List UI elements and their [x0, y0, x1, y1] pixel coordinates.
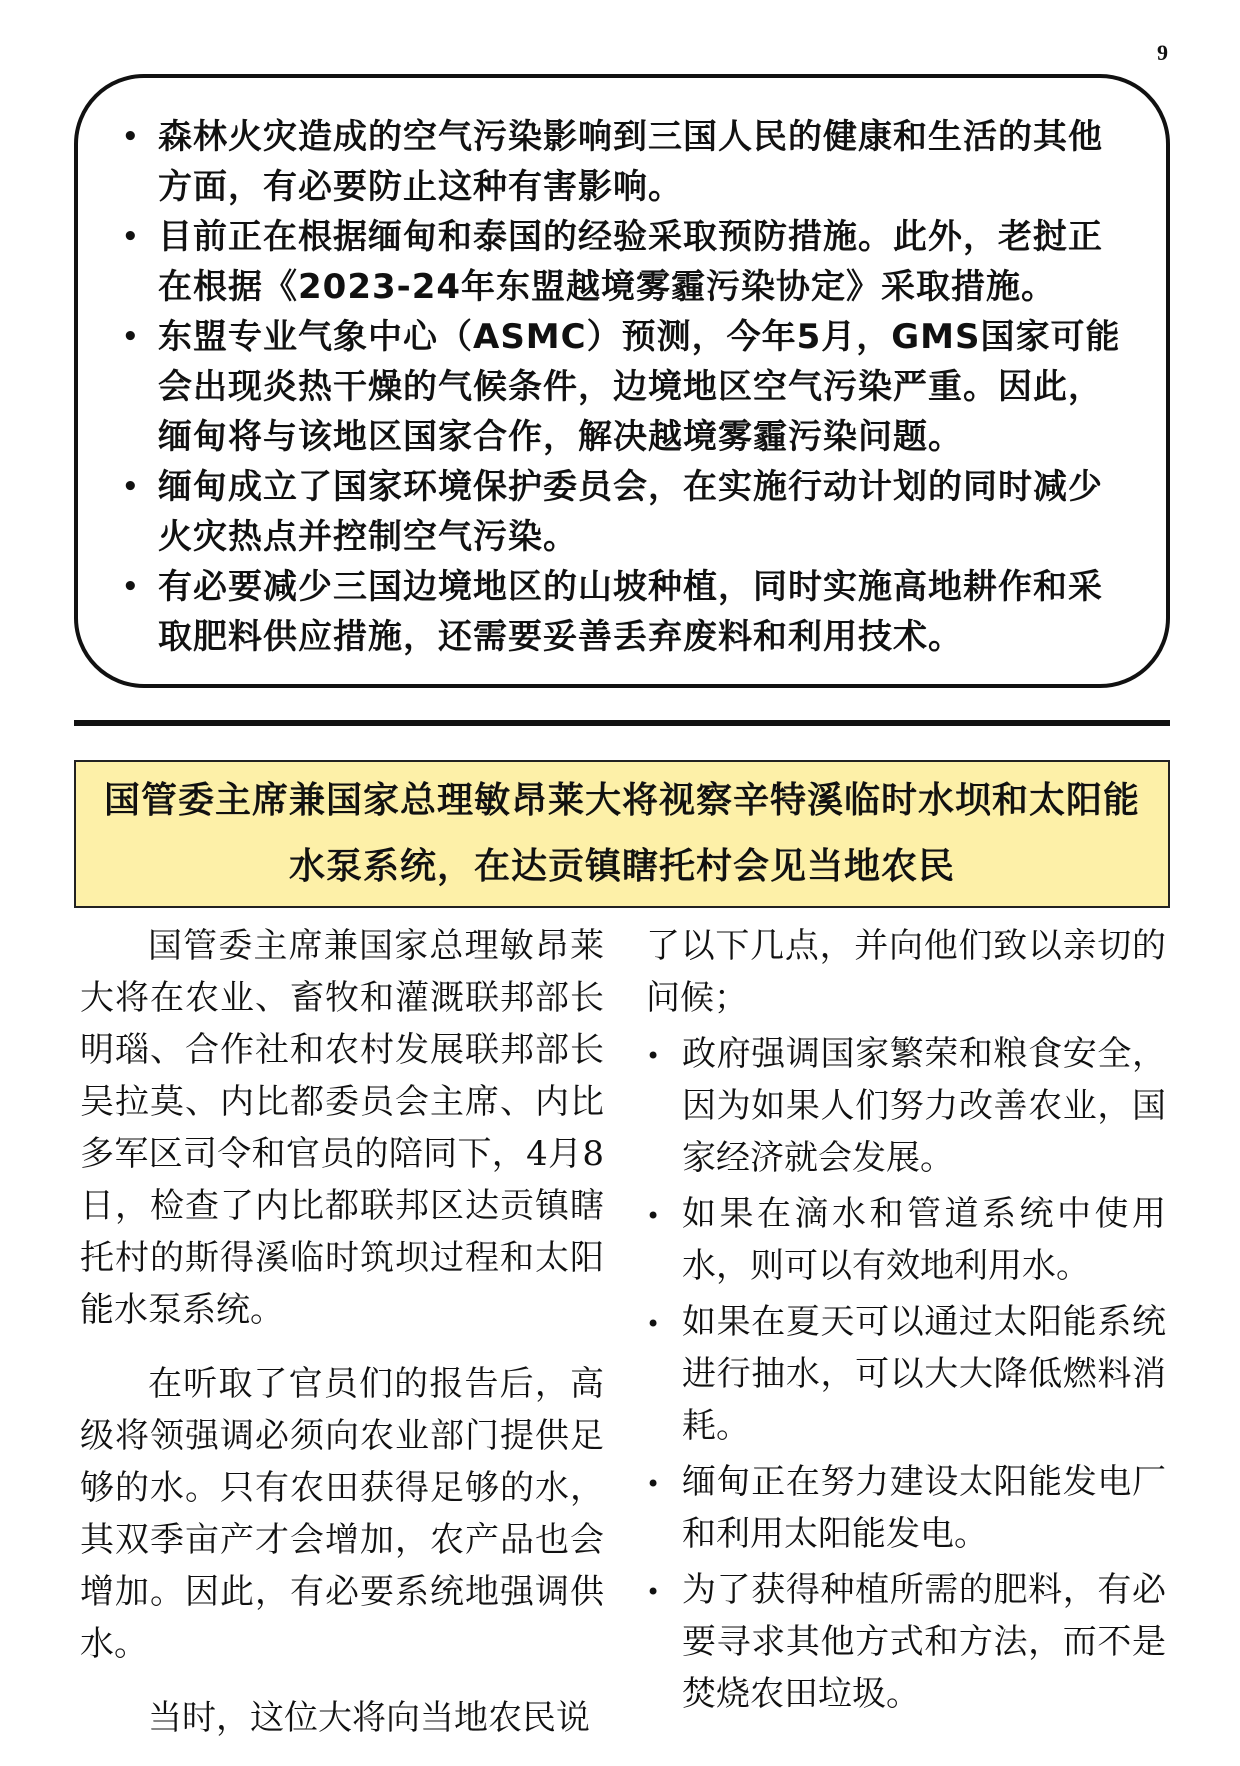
section-divider — [74, 720, 1170, 726]
article-bullet: • 政府强调国家繁荣和粮食安全，因为如果人们努力改善农业，国家经济就会发展。 — [646, 1028, 1166, 1184]
article-bullet-list — [646, 1028, 1166, 1720]
article-right-column — [646, 920, 1166, 1724]
article-bullet: • 缅甸正在努力建设太阳能发电厂和利用太阳能发电。 — [646, 1456, 1166, 1560]
summary-bullet: • 森林火灾造成的空气污染影响到三国人民的健康和生活的其他方面，有必要防止这种有害影响。 — [122, 112, 1130, 212]
article-bullet: • 为了获得种植所需的肥料，有必要寻求其他方式和方法，而不是焚烧农田垃圾。 — [646, 1564, 1166, 1720]
article-bullet: • 如果在滴水和管道系统中使用水，则可以有效地利用水。 — [646, 1188, 1166, 1292]
article-bullet: • 如果在夏天可以通过太阳能系统进行抽水，可以大大降低燃料消耗。 — [646, 1296, 1166, 1452]
article-left-column — [80, 920, 604, 1766]
summary-bullet: • 东盟专业气象中心（ASMC）预测，今年5月，GMS国家可能会出现炎热干燥的气候条件，边境地区空气污染严重。因此，缅甸将与该地区国家合作，解决越境雾霾污染问题。 — [122, 312, 1130, 462]
page-number: 9 — [1157, 40, 1168, 65]
summary-bullet: • 缅甸成立了国家环境保护委员会，在实施行动计划的同时减少火灾热点并控制空气污染。 — [122, 462, 1130, 562]
article-headline: 国管委主席兼国家总理敏昂莱大将视察辛特溪临时水坝和太阳能水泵系统，在达贡镇瞎托村会见当地农民 — [74, 760, 1170, 908]
summary-bullet-list — [122, 112, 1130, 662]
article-paragraph: 在听取了官员们的报告后，高级将领强调必须向农业部门提供足够的水。只有农田获得足够的水，其双季亩产才会增加，农产品也会增加。因此，有必要系统地强调供水。 — [80, 1364, 604, 1664]
summary-box — [74, 74, 1170, 688]
article-paragraph: 国管委主席兼国家总理敏昂莱大将在农业、畜牧和灌溉联邦部长明瑙、合作社和农村发展联邦部长吴拉莫、内比都委员会主席、内比多军区司令和官员的陪同下，4月8日，检查了内比都联邦区达贡镇瞎托村的斯得溪临时筑坝过程和太阳能水泵系统。 — [80, 926, 604, 1330]
article-paragraph: 当时，这位大将向当地农民说 — [148, 1698, 590, 1738]
summary-bullet: • 目前正在根据缅甸和泰国的经验采取预防措施。此外，老挝正在根据《2023-24年东盟越境雾霾污染协定》采取措施。 — [122, 212, 1130, 312]
summary-bullet: • 有必要减少三国边境地区的山坡种植，同时实施高地耕作和采取肥料供应措施，还需要妥善丢弃废料和利用技术。 — [122, 562, 1130, 662]
article-paragraph-continued: 了以下几点，并向他们致以亲切的问候； — [646, 926, 1166, 1018]
